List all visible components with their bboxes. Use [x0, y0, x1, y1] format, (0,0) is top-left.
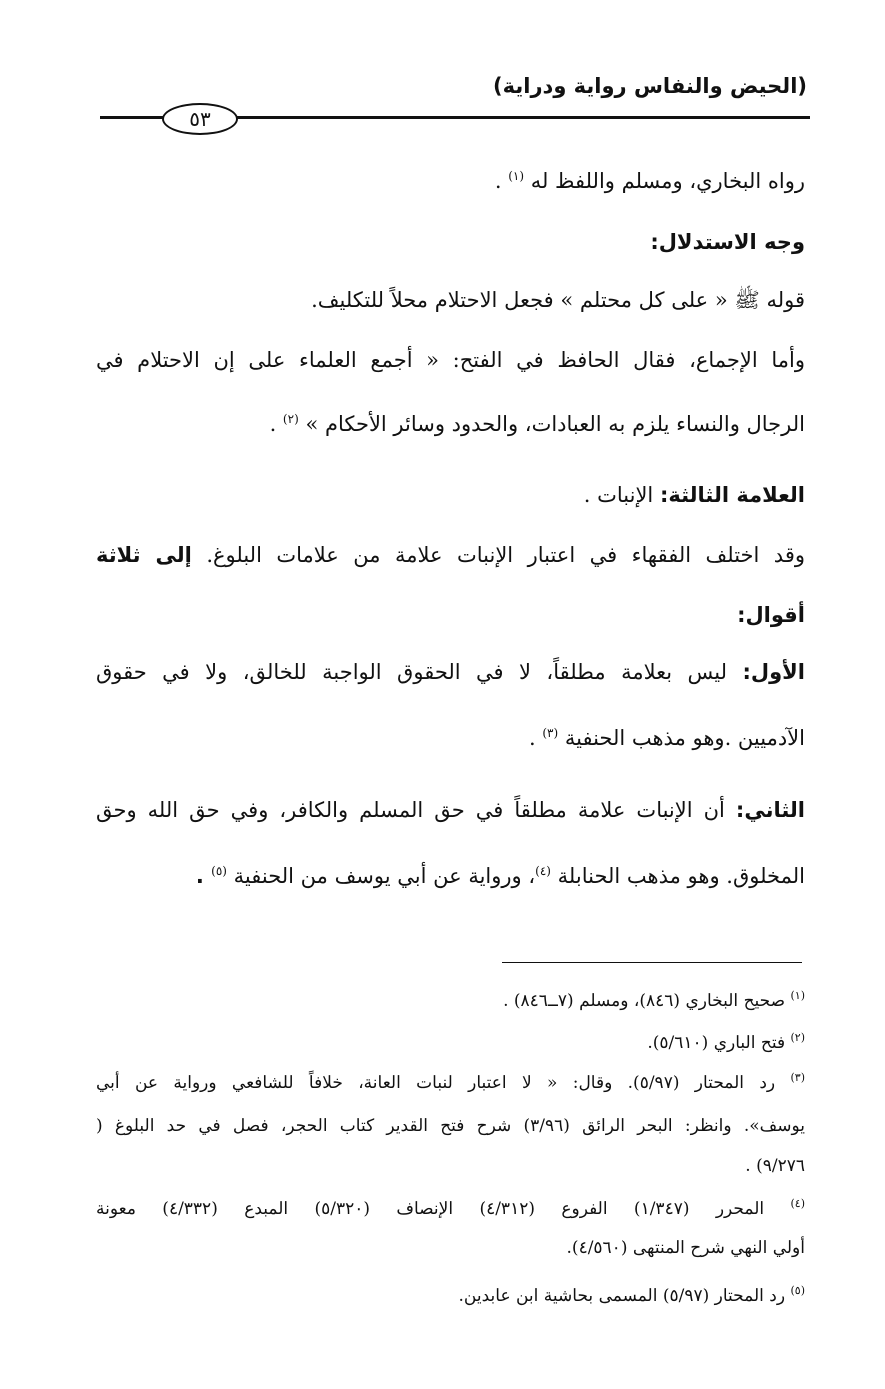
- page-number: ٥٣: [162, 103, 238, 135]
- opinion-label-first: الأول:: [742, 660, 805, 684]
- running-title: (الحيض والنفاس رواية ودراية): [493, 74, 807, 98]
- body-line-6: العلامة الثالثة: الإنبات .: [583, 483, 805, 507]
- section-heading-third-sign: العلامة الثالثة:: [659, 483, 805, 507]
- footnote-separator: [502, 962, 802, 963]
- body-line-9: الأول: ليس بعلامة مطلقاً، لا في الحقوق الواجبة للخالق، ولا في حقوق: [96, 660, 805, 684]
- footnote-5: $^{(٥)}$ رد المحتار (٥/٩٧) المسمى بحاشية ابن عابدين.: [458, 1284, 805, 1306]
- footnote-4-line-1: $^{(٤)}$ المحرر (١/٣٤٧) الفروع (٤/٣١٢) الإنصاف (٥/٣٢٠) المبدع (٤/٣٣٢) معونة: [96, 1197, 806, 1219]
- opinion-label-second: الثاني:: [735, 798, 805, 822]
- body-line-12: المخلوق. وهو مذهب الحنابلة $^{(٤)}$، ورواية عن أبي يوسف من الحنفية $^{(٥)}$ .: [195, 864, 805, 888]
- body-line-7: وقد اختلف الفقهاء في اعتبار الإنبات علامة من علامات البلوغ. إلى ثلاثة: [96, 543, 805, 567]
- section-heading-inference: وجه الاستدلال:: [650, 230, 805, 254]
- footnote-4-line-2: أولي النهي شرح المنتهى (٤/٥٦٠).: [566, 1238, 805, 1258]
- body-line-11: الثاني: أن الإنبات علامة مطلقاً في حق المسلم والكافر، وفي حق الله وحق: [96, 798, 805, 822]
- body-line-4: وأما الإجماع، فقال الحافظ في الفتح: « أجمع العلماء على إن الاحتلام في: [96, 348, 805, 372]
- footnote-ref-2: (٢): [282, 412, 299, 426]
- footnote-3-line-1: $^{(٣)}$ رد المحتار (٥/٩٧). وقال: « لا اعتبار لنبات العانة، خلافاً للشافعي ورواية عن أبي: [96, 1071, 805, 1093]
- footnote-ref-5: (٥): [211, 864, 227, 878]
- footnote-3-line-2: يوسف». وانظر: البحر الرائق (٣/٩٦) شرح فتح القدير كتاب الحجر، فصل في حد البلوغ (: [96, 1116, 805, 1136]
- footnote-1: $^{(١)}$ صحيح البخاري (٨٤٦)، ومسلم (٧ــ٨٤٦) .: [503, 989, 805, 1011]
- body-line-8: أقوال:: [737, 603, 805, 627]
- body-line-1: رواه البخاري، ومسلم واللفظ له $^{(١)}$ .: [494, 169, 805, 193]
- body-line-10: الآدميين .وهو مذهب الحنفية $^{(٣)}$ .: [528, 726, 805, 750]
- footnote-2: $^{(٢)}$ فتح الباري (٥/٦١٠).: [647, 1031, 805, 1053]
- footnote-ref-4: (٤): [535, 864, 551, 878]
- footnote-ref-3: (٣): [542, 726, 559, 740]
- footnote-ref-1: (١): [508, 169, 525, 183]
- body-line-3: قوله ﷺ « على كل محتلم » فجعل الاحتلام محلاً للتكليف.: [311, 288, 805, 312]
- body-line-5: الرجال والنساء يلزم به العبادات، والحدود وسائر الأحكام » $^{(٢)}$ .: [269, 412, 805, 436]
- footnote-3-line-3: ٩/٢٧٦) .: [745, 1156, 805, 1176]
